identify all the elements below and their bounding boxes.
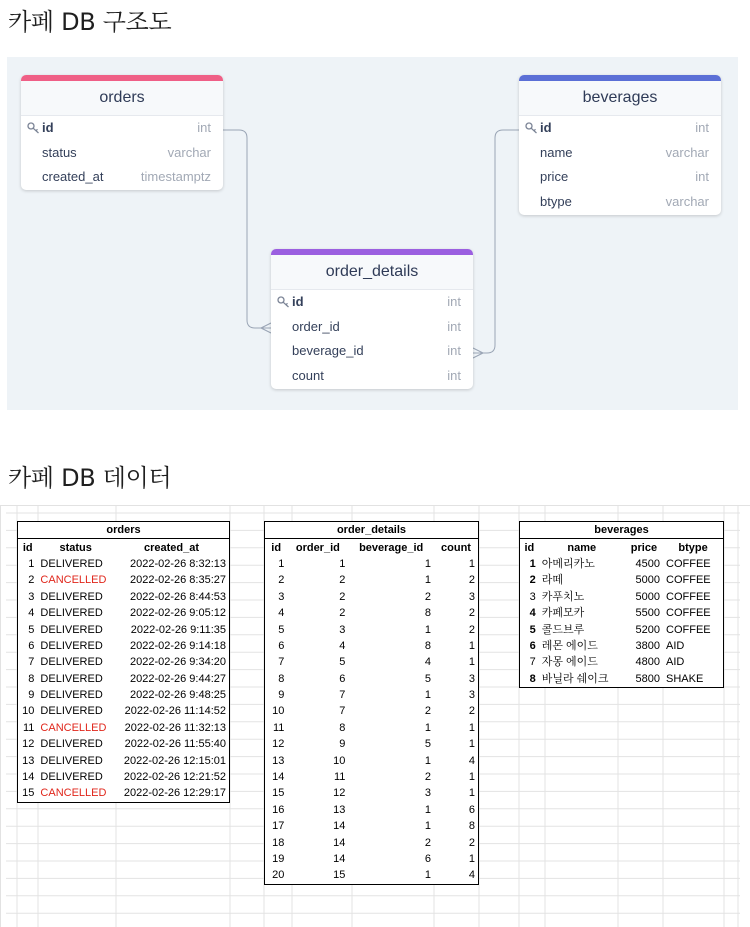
table-title: order_details	[265, 522, 479, 539]
column-header: price	[630, 541, 658, 554]
table-cell: 12	[18, 736, 38, 752]
table-cell: COFFEE	[663, 605, 723, 621]
table-cell: 1	[265, 556, 288, 572]
table-cell: COFFEE	[663, 621, 723, 637]
table-cell: 12	[333, 787, 346, 800]
table-cell: 콜드브루	[541, 623, 585, 636]
table-cell: 2	[434, 621, 479, 637]
table-row	[265, 556, 479, 572]
table-row	[265, 785, 479, 801]
field-name: count	[292, 368, 324, 384]
table-cell: 2	[424, 771, 431, 784]
column-header-row	[18, 539, 230, 556]
table-cell: 2	[434, 703, 479, 719]
table-cell: 10	[333, 754, 346, 767]
table-row	[265, 605, 479, 621]
table-title: orders	[18, 522, 230, 539]
table-cell: 8	[520, 671, 539, 688]
column-header: beverage_id	[359, 541, 424, 554]
table-row	[18, 671, 230, 687]
table-cell: 14	[333, 853, 346, 865]
table-cell: 1	[424, 689, 431, 702]
table-cell: 카페모카	[541, 607, 585, 620]
table-cell: 7	[520, 654, 539, 670]
table-cell: 2022-02-26 11:14:52	[114, 703, 230, 719]
table-row	[265, 687, 479, 703]
table-cell: 1	[434, 736, 479, 752]
orders-data-table	[17, 521, 230, 803]
table-cell: 6	[18, 638, 38, 654]
table-row	[18, 687, 230, 703]
table-row	[265, 851, 479, 867]
table-row	[265, 589, 479, 605]
field-name: beverage_id	[292, 343, 364, 359]
table-row	[265, 638, 479, 654]
table-cell: DELIVERED	[40, 656, 103, 669]
table-cell: DELIVERED	[40, 705, 103, 718]
column-header: status	[59, 541, 92, 554]
table-row	[520, 589, 724, 605]
table-cell: 2	[265, 572, 288, 588]
table-cell: 4	[18, 605, 38, 621]
table-cell: 1	[434, 720, 479, 736]
field-type: int	[447, 294, 461, 309]
table-cell: 10	[18, 703, 38, 719]
field-name: btype	[540, 194, 572, 210]
table-cell: 8	[434, 818, 479, 834]
table-cell: 5	[424, 672, 431, 685]
table-cell: 1	[424, 721, 431, 734]
table-row	[265, 834, 479, 850]
column-header: created_at	[114, 539, 230, 556]
field-name: created_at	[42, 169, 104, 185]
entity-field-btype[interactable]	[519, 190, 721, 215]
table-cell: 6	[339, 672, 346, 685]
table-cell: 2022-02-26 9:05:12	[114, 605, 230, 621]
column-header: btype	[663, 539, 723, 556]
table-cell: 3	[265, 589, 288, 605]
table-row	[520, 638, 724, 654]
field-name: id	[540, 120, 552, 135]
table-cell: 3	[339, 623, 346, 636]
table-cell: DELIVERED	[40, 738, 103, 751]
table-cell: 6	[265, 638, 288, 654]
table-cell: 11	[18, 720, 38, 736]
table-cell: 3	[434, 687, 479, 703]
table-cell: 카푸치노	[541, 590, 585, 603]
order-details-entity[interactable]	[271, 249, 473, 389]
table-cell: 10	[265, 703, 288, 719]
table-row	[18, 605, 230, 621]
table-cell: 5	[339, 656, 346, 669]
table-cell: 20	[265, 867, 288, 884]
table-cell: 2022-02-26 9:48:25	[114, 687, 230, 703]
field-name: name	[540, 144, 573, 160]
structure-heading: 카페 DB 구조도	[8, 8, 172, 36]
table-cell: 5500	[635, 607, 661, 620]
table-cell: 2	[339, 590, 346, 603]
entity-field-beverage-id[interactable]	[271, 339, 473, 364]
table-row	[520, 556, 724, 572]
field-type: int	[447, 318, 461, 334]
table-cell: 5800	[625, 671, 663, 688]
field-type: int	[695, 120, 709, 135]
table-row	[18, 556, 230, 572]
order-details-data-table	[264, 521, 479, 885]
field-type: int	[447, 368, 461, 384]
table-cell: 4500	[635, 557, 661, 570]
table-cell: 6	[520, 638, 539, 654]
table-cell: 2	[424, 836, 431, 849]
table-cell: DELIVERED	[40, 689, 103, 702]
erd-diagram	[7, 57, 738, 410]
table-row	[265, 671, 479, 687]
table-cell: 2	[424, 705, 431, 718]
table-cell: 5000	[635, 574, 661, 587]
entity-field-id[interactable]	[519, 116, 721, 141]
spreadsheet-area	[0, 505, 750, 927]
table-cell: 5000	[635, 590, 661, 603]
table-cell: 1	[434, 556, 479, 572]
table-cell: 5200	[635, 623, 661, 636]
entity-field-count[interactable]	[271, 364, 473, 389]
table-cell: 1	[18, 556, 38, 572]
table-cell: 2022-02-26 11:55:40	[114, 736, 230, 752]
table-cell: 2	[339, 607, 346, 620]
table-cell: 7	[265, 654, 288, 670]
field-type: varchar	[167, 144, 211, 160]
field-name: id	[42, 120, 54, 135]
table-row	[18, 720, 230, 736]
field-type: int	[447, 343, 461, 359]
table-cell: AID	[663, 654, 723, 670]
table-cell: CANCELLED	[40, 721, 107, 734]
field-type: int	[197, 120, 211, 135]
table-cell: 3	[18, 589, 38, 605]
table-cell: 2022-02-26 12:29:17	[114, 785, 230, 802]
beverages-entity-title: beverages	[519, 81, 721, 116]
table-cell: 2	[520, 572, 539, 588]
table-cell: 11	[265, 720, 288, 736]
table-row	[265, 867, 479, 884]
table-cell: 2022-02-26 9:44:27	[114, 671, 230, 687]
table-cell: 8	[424, 607, 431, 620]
table-cell: 15	[287, 867, 348, 884]
table-row	[18, 703, 230, 719]
entity-field-price[interactable]	[519, 165, 721, 190]
table-cell: COFFEE	[663, 589, 723, 605]
table-cell: 4	[265, 605, 288, 621]
table-row	[18, 638, 230, 654]
table-row	[520, 654, 724, 670]
table-cell: 11	[333, 771, 346, 784]
column-header-row	[520, 539, 724, 556]
table-cell: DELIVERED	[40, 672, 103, 685]
table-cell: 9	[265, 687, 288, 703]
order-details-entity-title: order_details	[271, 255, 473, 290]
table-cell: 7	[339, 705, 346, 718]
orders-relation-line	[223, 130, 271, 328]
primary-key-icon	[277, 296, 290, 308]
table-cell: 2022-02-26 9:11:35	[114, 621, 230, 637]
column-header: count	[434, 539, 479, 556]
table-cell: SHAKE	[663, 671, 723, 688]
table-cell: COFFEE	[663, 556, 723, 572]
table-cell: 1	[424, 574, 431, 587]
orders-entity-title: orders	[21, 81, 223, 116]
table-cell: DELIVERED	[40, 607, 103, 620]
table-cell: 8	[424, 639, 431, 652]
table-cell: 1	[424, 623, 431, 636]
table-cell: DELIVERED	[40, 754, 103, 767]
table-cell: 1	[424, 754, 431, 767]
field-name: id	[292, 294, 304, 309]
column-header: id	[520, 539, 539, 556]
table-cell: COFFEE	[663, 572, 723, 588]
table-row	[265, 752, 479, 768]
table-cell: AID	[663, 638, 723, 654]
table-cell: 8	[339, 721, 346, 734]
table-cell: 14	[333, 836, 346, 849]
table-row	[18, 736, 230, 752]
table-row	[265, 720, 479, 736]
table-row	[520, 605, 724, 621]
table-cell: 8	[265, 671, 288, 687]
table-row	[265, 572, 479, 588]
orders-entity[interactable]	[21, 75, 223, 190]
table-cell: 2022-02-26 9:34:20	[114, 654, 230, 670]
table-cell: 13	[18, 752, 38, 768]
entity-field-name[interactable]	[519, 141, 721, 166]
entity-field-id[interactable]	[21, 116, 223, 141]
table-cell: 1	[424, 803, 431, 816]
table-cell: 16	[265, 802, 288, 818]
field-type: varchar	[665, 144, 709, 160]
table-row	[18, 589, 230, 605]
table-cell: 3	[434, 671, 479, 687]
field-name: price	[540, 169, 569, 185]
beverages-relation-line	[473, 130, 519, 353]
table-row	[265, 654, 479, 670]
table-cell: 2022-02-26 12:21:52	[114, 769, 230, 785]
table-row	[18, 572, 230, 588]
table-cell: 4	[520, 605, 539, 621]
column-header-row	[265, 539, 479, 556]
table-cell: 1	[434, 638, 479, 654]
table-cell: 14	[333, 820, 346, 833]
table-cell: DELIVERED	[40, 590, 103, 603]
table-cell: 2	[18, 572, 38, 588]
field-type: int	[695, 169, 709, 185]
beverages-data-table	[519, 521, 724, 688]
table-row	[18, 769, 230, 785]
table-cell: 1	[348, 867, 434, 884]
entity-field-order-id[interactable]	[271, 315, 473, 340]
field-type: timestamptz	[140, 169, 211, 185]
entity-field-id[interactable]	[271, 290, 473, 315]
table-row	[265, 621, 479, 637]
table-cell: 4	[434, 867, 479, 884]
entity-field-status[interactable]	[21, 141, 223, 166]
column-header: id	[265, 539, 288, 556]
column-header: name	[567, 541, 597, 554]
table-cell: DELIVERED	[40, 639, 103, 652]
table-row	[520, 671, 724, 688]
table-cell: 1	[434, 654, 479, 670]
table-cell: 7	[339, 689, 346, 702]
table-cell: 4	[339, 639, 346, 652]
table-cell: 14	[265, 769, 288, 785]
table-cell: 13	[333, 803, 346, 816]
table-cell: 5	[424, 738, 431, 751]
table-cell: 2022-02-26 9:14:18	[114, 638, 230, 654]
table-cell: 9	[18, 687, 38, 703]
table-cell: 14	[18, 769, 38, 785]
table-cell: 3	[434, 589, 479, 605]
table-row	[18, 621, 230, 637]
table-cell: 4800	[635, 656, 661, 669]
table-cell: 2	[434, 834, 479, 850]
table-cell: 3	[520, 589, 539, 605]
table-cell: 6	[424, 853, 431, 865]
table-cell: 바닐라 쉐이크	[539, 671, 625, 688]
table-cell: 13	[265, 752, 288, 768]
table-cell: CANCELLED	[40, 574, 107, 587]
table-cell: 18	[265, 834, 288, 850]
column-header: id	[18, 539, 38, 556]
table-cell: 15	[265, 785, 288, 801]
table-cell: 4	[434, 752, 479, 768]
table-cell: 15	[18, 785, 38, 802]
table-cell: 2	[434, 605, 479, 621]
table-row	[520, 572, 724, 588]
table-cell: 2022-02-26 8:44:53	[114, 589, 230, 605]
table-cell: 2	[339, 574, 346, 587]
table-cell: 7	[18, 654, 38, 670]
table-cell: 8	[18, 671, 38, 687]
field-type: varchar	[665, 194, 709, 210]
table-cell: 12	[265, 736, 288, 752]
table-cell: CANCELLED	[37, 785, 114, 802]
data-heading: 카페 DB 데이터	[8, 464, 172, 492]
beverages-entity[interactable]	[519, 75, 721, 215]
table-row	[18, 785, 230, 802]
table-cell: 2	[434, 572, 479, 588]
table-cell: 1	[424, 820, 431, 833]
table-cell: 라떼	[541, 574, 564, 587]
table-cell: 6	[434, 802, 479, 818]
table-cell: 1	[434, 851, 479, 867]
table-cell: 아메리카노	[541, 557, 595, 570]
table-title: beverages	[520, 522, 724, 539]
field-name: order_id	[292, 318, 340, 334]
table-cell: 9	[339, 738, 346, 751]
table-cell: 4	[424, 656, 431, 669]
table-cell: 17	[265, 818, 288, 834]
table-row	[265, 769, 479, 785]
table-cell: 5	[265, 621, 288, 637]
table-cell: 2022-02-26 8:35:27	[114, 572, 230, 588]
table-cell: 3	[424, 787, 431, 800]
table-cell: 레몬 에이드	[541, 639, 598, 652]
table-cell: 5	[18, 621, 38, 637]
table-row	[520, 621, 724, 637]
table-row	[265, 818, 479, 834]
table-cell: 1	[424, 557, 431, 570]
table-cell: 2	[424, 590, 431, 603]
table-cell: DELIVERED	[40, 557, 103, 570]
table-row	[265, 802, 479, 818]
table-cell: 1	[339, 557, 346, 570]
table-cell: DELIVERED	[40, 623, 103, 636]
table-cell: 2022-02-26 8:32:13	[114, 556, 230, 572]
table-cell: 5	[520, 621, 539, 637]
table-cell: 2022-02-26 11:32:13	[114, 720, 230, 736]
table-cell: 19	[265, 851, 288, 867]
column-header: order_id	[295, 541, 340, 554]
table-row	[265, 703, 479, 719]
table-row	[18, 654, 230, 670]
table-cell: 1	[434, 769, 479, 785]
table-cell: 2022-02-26 12:15:01	[114, 752, 230, 768]
entity-field-created-at[interactable]	[21, 165, 223, 190]
table-row	[265, 736, 479, 752]
primary-key-icon	[27, 122, 40, 134]
table-cell: 1	[434, 785, 479, 801]
table-cell: 3800	[635, 639, 661, 652]
primary-key-icon	[525, 122, 538, 134]
table-cell: 1	[520, 556, 539, 572]
table-cell: DELIVERED	[40, 771, 103, 784]
field-name: status	[42, 144, 77, 160]
table-cell: 자몽 에이드	[541, 656, 598, 669]
table-row	[18, 752, 230, 768]
